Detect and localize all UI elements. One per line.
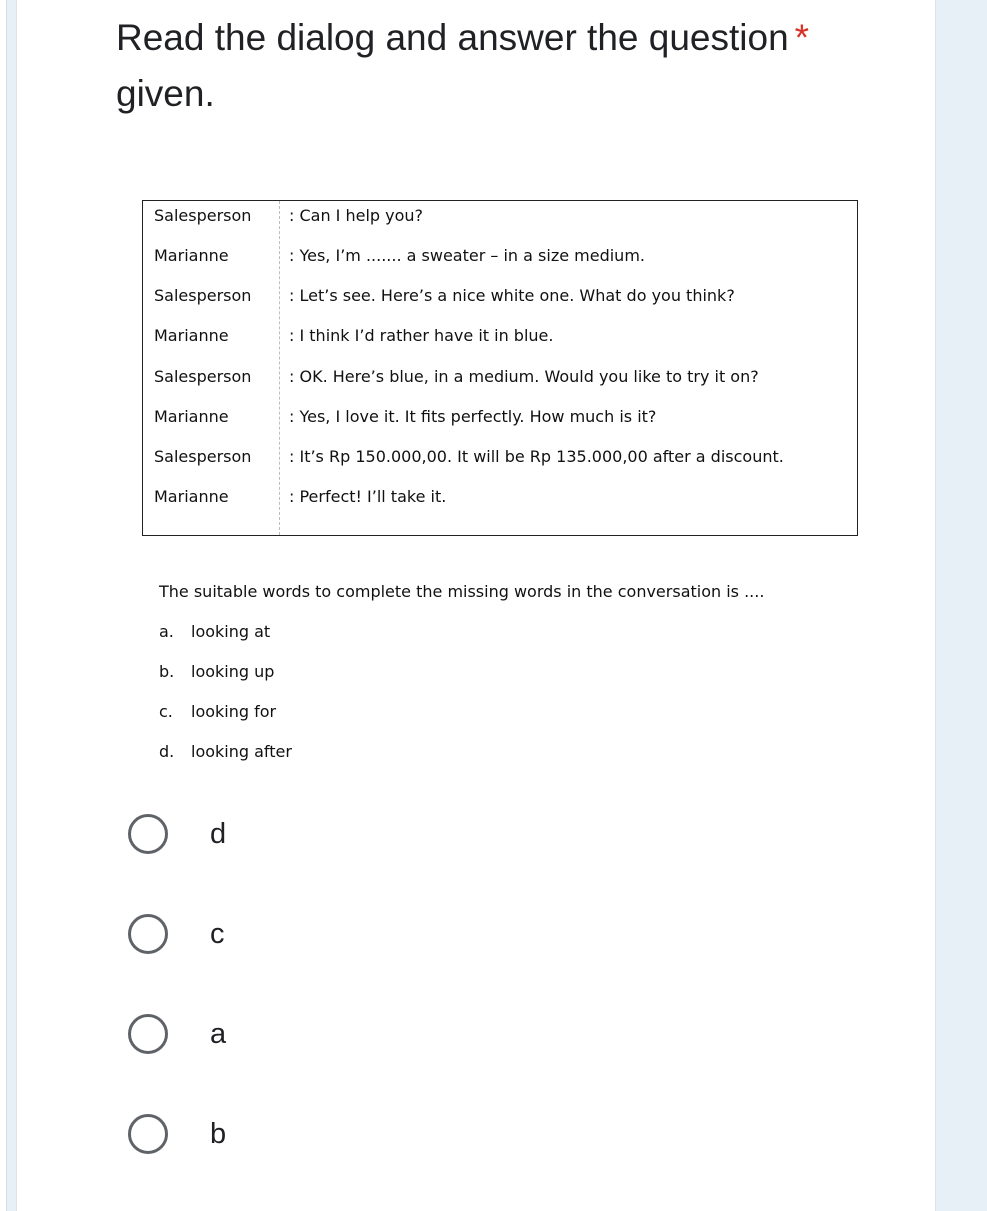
radio-option-label[interactable]: c: [210, 918, 225, 950]
dialog-speaker: Salesperson: [154, 206, 252, 225]
dialog-speaker: Marianne: [154, 487, 229, 506]
radio-option-label[interactable]: d: [210, 818, 227, 850]
question-prompt: The suitable words to complete the missing words in the conversation is ....: [159, 582, 765, 601]
dialog-line: : Perfect! I’ll take it.: [289, 487, 447, 506]
choice-letter: d.: [159, 742, 175, 761]
choice-text: looking at: [191, 622, 271, 641]
radio-option-b[interactable]: [128, 1114, 428, 1164]
dialog-speaker: Marianne: [154, 326, 229, 345]
dialog-speaker: Salesperson: [154, 286, 252, 305]
choice-item: [159, 702, 276, 721]
dialog-speaker: Salesperson: [154, 447, 252, 466]
dialog-line: : Let’s see. Here’s a nice white one. What do you think?: [289, 286, 735, 305]
question-title-text: Read the dialog and answer the question: [116, 17, 789, 58]
dialog-line: : OK. Here’s blue, in a medium. Would you like to try it on?: [289, 367, 759, 386]
dialog-speaker: Marianne: [154, 407, 229, 426]
left-edge-strip: [0, 0, 7, 1211]
dialog-line: : It’s Rp 150.000,00. It will be Rp 135.000,00 after a discount.: [289, 447, 784, 466]
radio-option-a[interactable]: [128, 1014, 428, 1064]
choice-item: [159, 622, 270, 641]
question-title: [116, 10, 906, 122]
question-card: [16, 0, 936, 1211]
choice-text: looking for: [191, 702, 277, 721]
required-marker: *: [794, 17, 810, 58]
choice-text: looking up: [191, 662, 275, 681]
dialog-speaker: Salesperson: [154, 367, 252, 386]
choice-text: looking after: [191, 742, 292, 761]
choice-letter: a.: [159, 622, 174, 641]
dialog-divider: [279, 201, 280, 535]
radio-option-d[interactable]: [128, 814, 428, 864]
choice-letter: b.: [159, 662, 175, 681]
dialog-line: : I think I’d rather have it in blue.: [289, 326, 554, 345]
radio-option-c[interactable]: [128, 914, 428, 964]
radio-button[interactable]: [128, 1114, 168, 1154]
radio-button[interactable]: [128, 1014, 168, 1054]
radio-button[interactable]: [128, 814, 168, 854]
choice-item: [159, 742, 292, 761]
choice-letter: c.: [159, 702, 173, 721]
dialog-image: [142, 200, 858, 536]
dialog-line: : Yes, I’m ....... a sweater – in a size medium.: [289, 246, 645, 265]
dialog-line: : Yes, I love it. It fits perfectly. How much is it?: [289, 407, 657, 426]
dialog-line: : Can I help you?: [289, 206, 424, 225]
question-title-text-cont: given.: [116, 73, 215, 114]
dialog-speaker: Marianne: [154, 246, 229, 265]
choice-item: [159, 662, 274, 681]
radio-option-label[interactable]: a: [210, 1018, 227, 1050]
radio-option-label[interactable]: b: [210, 1118, 227, 1150]
radio-button[interactable]: [128, 914, 168, 954]
